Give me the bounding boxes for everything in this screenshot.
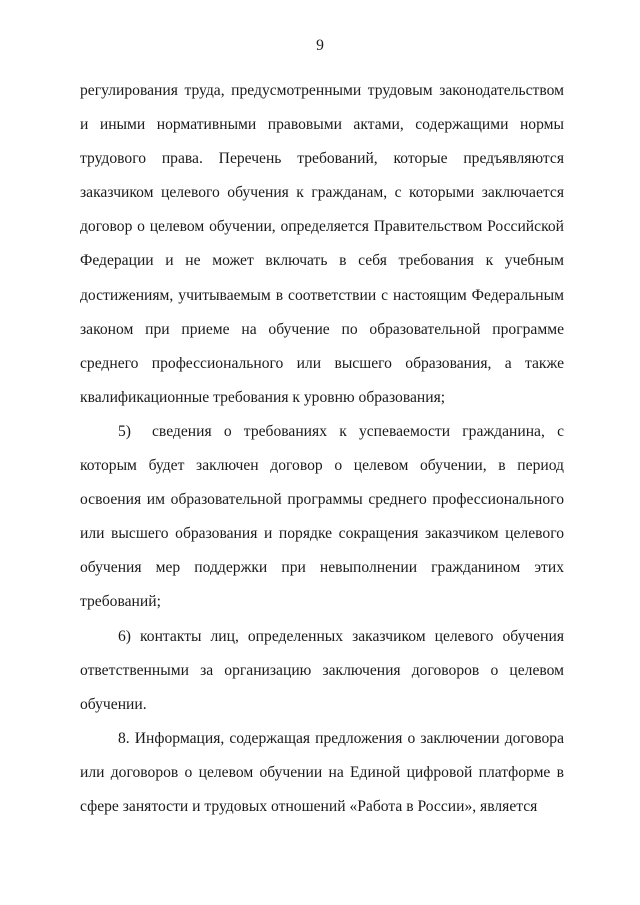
paragraph-item-6: 6) контакты лиц, определенных заказчиком целевого обучения ответственными за организацию заключения договоров о целевом обучении. bbox=[80, 627, 564, 713]
page-number: 9 bbox=[316, 37, 324, 54]
paragraph-item-8: 8. Информация, содержащая предложения о заключении договора или договоров о целевом обучении на Единой цифровой платформе в сфере занятости и трудовых отношений «Работа в России», является bbox=[80, 729, 564, 815]
paragraph-item-5 bbox=[80, 415, 564, 620]
document-body bbox=[80, 74, 564, 824]
paragraph-continuation: регулирования труда, предусмотренными трудовым законодательством и иными нормативными правовыми актами, содержащими нормы трудового права. Перечень требований, которые предъявляются заказчиком целевого обучения к гражданам, с которыми заключается договор о целевом обучении, определяется Правительством Российской Федерации и не может включать в себя требования к учебным достижениям, учитываемым в соответствии с настоящим Федеральным законом при приеме на обучение по образовательной программе среднего профессионального или высшего образования, а также квалификационные требования к уровню образования; bbox=[80, 82, 564, 406]
item-5-text: сведения о требованиях к успеваемости гражданина, с которым будет заключен договор о целевом обучении, в период освоения им образовательной программы среднего профессионального или высшего образования и порядке сокращения заказчиком целевого обучения мер поддержки при невыполнении гражданином этих требований; bbox=[80, 422, 564, 611]
item-5-number: 5) bbox=[118, 422, 131, 440]
